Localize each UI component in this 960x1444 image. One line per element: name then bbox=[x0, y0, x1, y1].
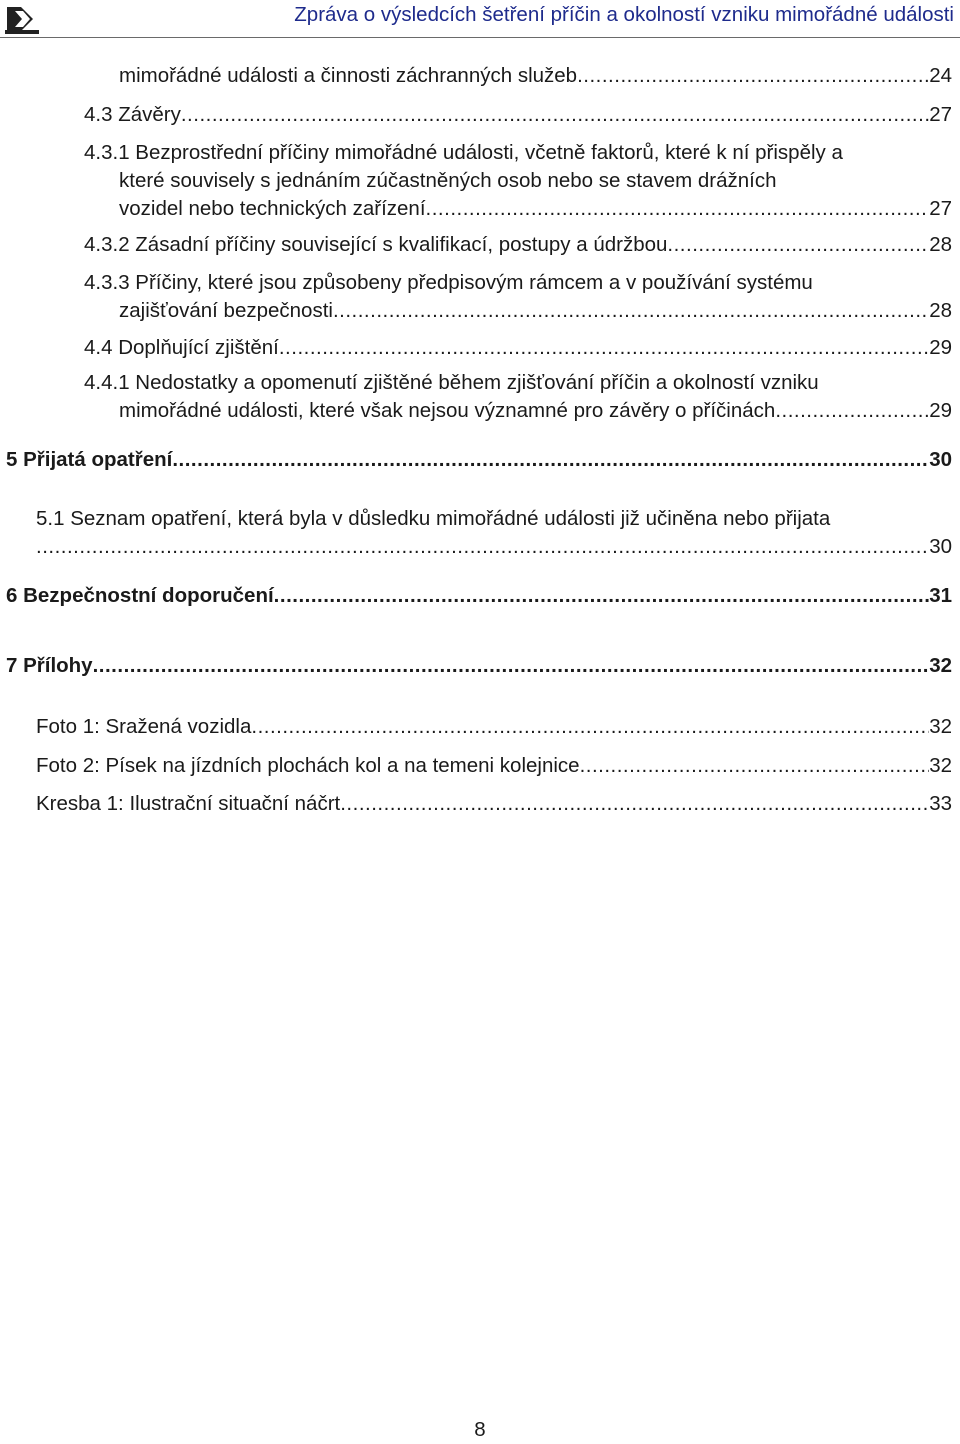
toc-figure[interactable]: Kresba 1: Ilustrační situační náčrt ..... 33 bbox=[36, 790, 952, 818]
toc-chapter[interactable]: 7 Přílohy ..... 32 bbox=[6, 652, 952, 680]
toc-figure[interactable]: Foto 1: Sražená vozidla ..... 32 bbox=[36, 713, 952, 741]
toc-entry[interactable]: 4.3 Závěry ..... 27 bbox=[84, 101, 952, 129]
toc-entry[interactable]: mimořádné události a činnosti záchranných služeb ..... 24 bbox=[119, 62, 952, 90]
page-number: 8 bbox=[474, 1418, 486, 1441]
toc-entry[interactable]: 4.3.3 Příčiny, které jsou způsobeny předpisovým rámcem a v používání systému zajišťování bezpečnosti ..... 28 bbox=[84, 269, 952, 325]
toc-chapter[interactable]: 6 Bezpečnostní doporučení ..... 31 bbox=[6, 582, 952, 610]
document-title: Zpráva o výsledcích šetření příčin a okolností vzniku mimořádné události bbox=[294, 3, 954, 26]
toc-entry[interactable]: 4.3.2 Zásadní příčiny související s kvalifikací, postupy a údržbou ..... 28 bbox=[84, 231, 952, 259]
page-header bbox=[0, 0, 960, 40]
toc-chapter[interactable]: 5 Přijatá opatření ..... 30 bbox=[6, 446, 952, 474]
toc-entry[interactable]: 4.4 Doplňující zjištění ..... 29 bbox=[84, 334, 952, 362]
header-divider bbox=[0, 37, 960, 38]
toc-entry[interactable]: 4.4.1 Nedostatky a opomenutí zjištěné během zjišťování příčin a okolností vzniku mimořádné události, které však nejsou významné pro závěry o příčinách ..... 29 bbox=[84, 369, 952, 425]
toc-figure[interactable]: Foto 2: Písek na jízdních plochách kol a na temeni kolejnice ..... 32 bbox=[36, 752, 952, 780]
drazni-inspekce-logo bbox=[3, 3, 41, 35]
toc-entry[interactable]: 5.1 Seznam opatření, která byla v důsledku mimořádné události již učiněna nebo přijata ..... 30 bbox=[36, 505, 952, 561]
toc-entry[interactable]: 4.3.1 Bezprostřední příčiny mimořádné události, včetně faktorů, které k ní přispěly a které souvisely s jednáním zúčastněných osob nebo se stavem drážních vozidel nebo technických zařízení ..... 27 bbox=[84, 139, 952, 223]
